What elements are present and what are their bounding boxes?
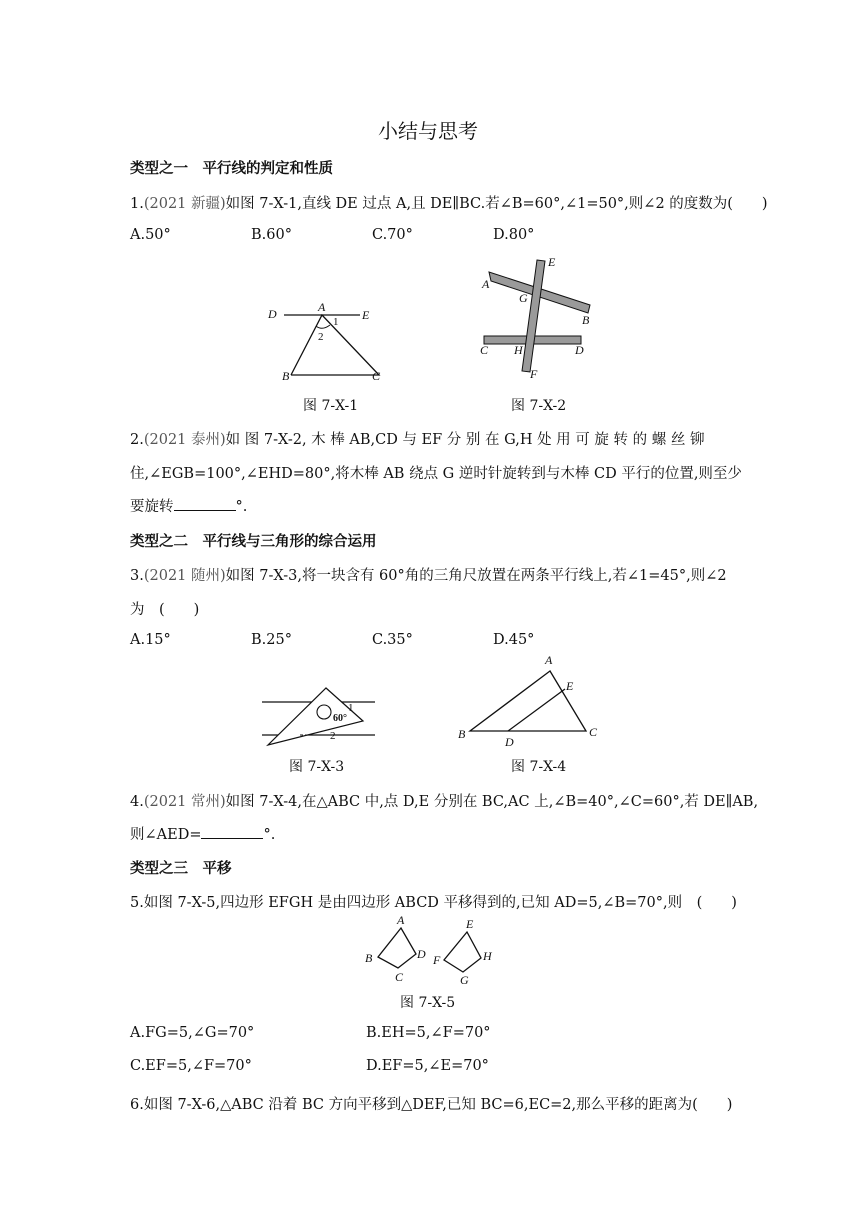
section-heading-2: 类型之二 平行线与三角形的综合运用 — [130, 534, 377, 550]
figure-caption-7-x-4: 图 7-X-4 — [511, 759, 567, 775]
figure-caption-7-x-5: 图 7-X-5 — [400, 995, 456, 1011]
figure-caption-7-x-3: 图 7-X-3 — [289, 759, 345, 775]
fig2-label-a: A — [482, 277, 490, 291]
option-a: A.15° — [130, 632, 171, 648]
fig5-label-b: B — [365, 951, 373, 965]
fig2-label-b: B — [582, 313, 590, 327]
question-text: °. — [235, 499, 248, 515]
question-source: (2021 新疆) — [143, 196, 226, 212]
section-heading-3: 类型之三 平移 — [130, 861, 232, 877]
fig5-label-e: E — [466, 917, 474, 931]
question-source: (2021 常州) — [143, 794, 226, 810]
option-d: D.80° — [493, 227, 535, 243]
fig1-label-b: B — [282, 369, 290, 383]
question-source: (2021 泰州) — [143, 432, 226, 448]
figure-caption-7-x-2: 图 7-X-2 — [511, 398, 567, 414]
fig1-label-e: E — [362, 308, 370, 322]
fig1-label-a: A — [318, 300, 326, 314]
question-text: 则∠AED= — [130, 827, 202, 843]
fig2-label-c: C — [480, 343, 489, 357]
option-c: C.EF=5,∠F=70° — [130, 1058, 252, 1074]
fig3-label-60: 60° — [333, 713, 347, 724]
fig4-label-e: E — [566, 679, 574, 693]
option-c: C.35° — [372, 632, 413, 648]
option-d: D.45° — [493, 632, 535, 648]
fig1-label-1: 1 — [333, 316, 339, 328]
section-heading-1: 类型之一 平行线的判定和性质 — [130, 161, 333, 177]
option-b: B.60° — [251, 227, 292, 243]
question-text-line1: 如图 7-X-3,将一块含有 60°角的三角尺放置在两条平行线上,若∠1=45°,则∠2 — [225, 568, 727, 584]
question-text-line1: 如 图 7-X-2, 木 棒 AB,CD 与 EF 分 别 在 G,H 处 用 可 旋 转 的 螺 丝 铆 — [225, 432, 705, 448]
question-text: 如图 7-X-1,直线 DE 过点 A,且 DE∥BC.若∠B=60°,∠1=50°,则∠2 的度数为( ) — [225, 196, 768, 212]
fig3-label-2: 2 — [330, 730, 336, 742]
question-5: 5.如图 7-X-5,四边形 EFGH 是由四边形 ABCD 平移得到的,已知 AD=5,∠B=70°,则 ( ) — [130, 895, 737, 911]
question-6: 6.如图 7-X-6,△ABC 沿着 BC 方向平移到△DEF,已知 BC=6,EC=2,那么平移的距离为( ) — [130, 1097, 733, 1113]
fig5-label-h: H — [483, 949, 492, 963]
option-b: B.25° — [251, 632, 292, 648]
question-2-line2: 住,∠EGB=100°,∠EHD=80°,将木棒 AB 绕点 G 逆时针旋转到与木棒 CD 平行的位置,则至少 — [130, 466, 742, 482]
fig1-label-d: D — [268, 307, 277, 321]
fig2-label-d: D — [575, 343, 584, 357]
fig4-label-d: D — [505, 735, 514, 749]
question-number: 2. — [130, 432, 144, 448]
fig1-label-c: C — [372, 369, 381, 383]
option-d: D.EF=5,∠E=70° — [366, 1058, 489, 1074]
fig2-label-e: E — [548, 255, 556, 269]
question-text: 要旋转 — [130, 499, 174, 515]
option-c: C.70° — [372, 227, 413, 243]
fig3-label-1: 1 — [348, 702, 354, 714]
fig4-label-b: B — [458, 727, 466, 741]
fig2-label-f: F — [530, 367, 538, 381]
question-text-line1: 如图 7-X-4,在△ABC 中,点 D,E 分别在 BC,AC 上,∠B=40°,∠C=60°,若 DE∥AB, — [225, 794, 759, 810]
fig5-label-d: D — [417, 947, 426, 961]
option-a: A.50° — [130, 227, 171, 243]
page-title: 小结与思考 — [378, 119, 478, 143]
fig5-label-f: F — [433, 953, 441, 967]
figure-caption-7-x-1: 图 7-X-1 — [303, 398, 359, 414]
fig5-label-a: A — [397, 913, 405, 927]
fig5-label-c: C — [395, 970, 404, 984]
question-text: °. — [263, 827, 276, 843]
question-number: 1. — [130, 196, 144, 212]
option-a: A.FG=5,∠G=70° — [130, 1025, 255, 1041]
question-number: 4. — [130, 794, 144, 810]
fig4-label-c: C — [589, 725, 598, 739]
fig5-label-g: G — [460, 973, 469, 987]
question-3-line2: 为 ( ) — [130, 602, 200, 618]
fig2-label-g: G — [519, 291, 528, 305]
fig2-label-h: H — [514, 343, 523, 357]
fig1-label-2: 2 — [318, 331, 324, 343]
fig4-label-a: A — [545, 653, 553, 667]
option-b: B.EH=5,∠F=70° — [366, 1025, 491, 1041]
question-source: (2021 随州) — [143, 568, 226, 584]
question-number: 3. — [130, 568, 144, 584]
